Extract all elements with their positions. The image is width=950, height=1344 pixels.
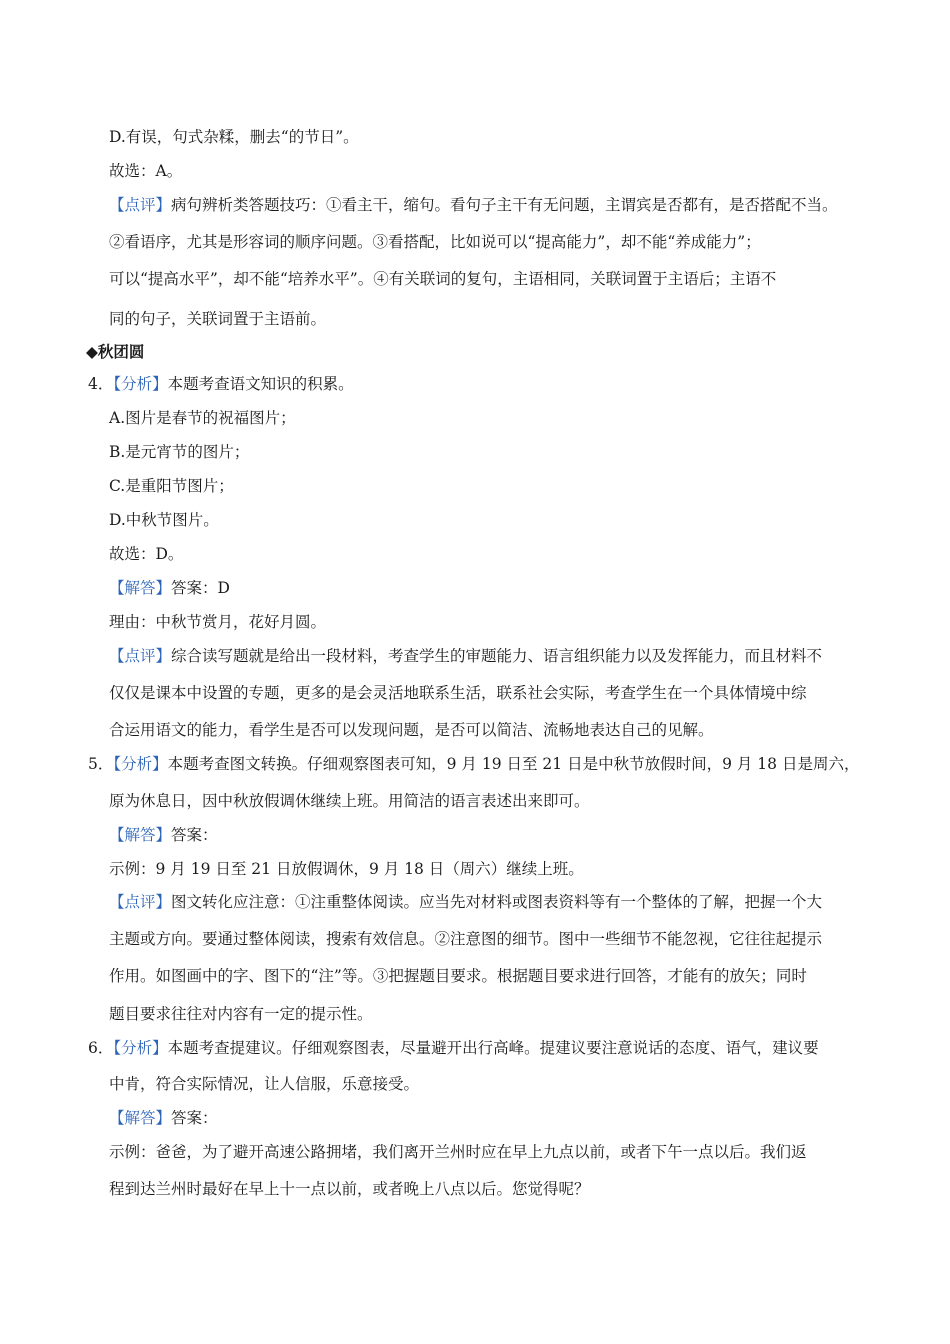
q4-review-line-2: 仅仅是课本中设置的专题，更多的是会灵活地联系生活，联系社会实际，考查学生在一个具体情境中综: [109, 684, 807, 702]
solution-tag: 【解答】: [109, 579, 172, 597]
review-tag: 【点评】: [109, 893, 172, 911]
q5-review-text-1: 图文转化应注意：①注重整体阅读。应当先对材料或图表资料等有一个整体的了解，把握一个大: [171, 893, 823, 911]
q4-option-c: C.是重阳节图片；: [109, 477, 234, 495]
review-tag: 【点评】: [109, 196, 172, 214]
q5-review-line-4: 题目要求往往对内容有一定的提示性。: [109, 1005, 373, 1023]
solution-tag: 【解答】: [109, 826, 172, 844]
q6-example-line-2: 程到达兰州时最好在早上十一点以前，或者晚上八点以后。您觉得呢？: [109, 1180, 590, 1198]
question-number: 6．: [88, 1039, 114, 1057]
analysis-tag: 【分析】: [113, 1039, 168, 1057]
q5-solution-line: [109, 824, 218, 846]
section-heading: ◆秋团圆: [86, 342, 145, 361]
q5-analysis-text-1: 本题考查图文转换。仔细观察图表可知，9 月 19 日至 21 日是中秋节放假时间，9 月 18 日是周六，: [167, 755, 860, 773]
review-tag: 【点评】: [109, 647, 172, 665]
q4-reason: 理由：中秋节赏月，花好月圆。: [109, 613, 327, 631]
q6-analysis-text-1: 本题考查提建议。仔细观察图表，尽量避开出行高峰。提建议要注意说话的态度、语气，建议要: [167, 1039, 819, 1057]
q5-review-line-1: [109, 891, 822, 913]
analysis-tag: 【分析】: [113, 755, 168, 773]
q3-answer: 故选：A。: [109, 162, 183, 180]
q5-review-line-2: 主题或方向。要通过整体阅读，搜索有效信息。②注意图的细节。图中一些细节不能忽视，它往往起提示: [109, 930, 823, 948]
q5-example: 示例：9 月 19 日至 21 日放假调休，9 月 18 日（周六）继续上班。: [109, 860, 584, 878]
q3-review-line-2: ②看语序，尤其是形容词的顺序问题。③看搭配，比如说可以“提高能力”，却不能“养成能力”；: [109, 233, 761, 251]
q4-analysis-text: 本题考查语文知识的积累。: [167, 375, 354, 393]
q5-solution-text: 答案：: [171, 826, 218, 844]
q4-answer: 故选：D。: [109, 545, 184, 563]
q3-review-text-1: 病句辨析类答题技巧：①看主干，缩句。看句子主干有无问题，主谓宾是否都有，是否搭配不当。: [171, 196, 838, 214]
analysis-tag: 【分析】: [113, 375, 168, 393]
q4-option-d: D.中秋节图片。: [109, 511, 219, 529]
q5-analysis-line-2: 原为休息日，因中秋放假调休继续上班。用简洁的语言表述出来即可。: [109, 792, 590, 810]
solution-tag: 【解答】: [109, 1109, 172, 1127]
question-number: 5．: [88, 755, 114, 773]
q4-review-line-1: [109, 645, 822, 667]
question-number: 4．: [88, 375, 114, 393]
q5-analysis-line-1: [88, 753, 859, 775]
q4-option-b: B.是元宵节的图片；: [109, 443, 250, 461]
q6-example-line-1: 示例：爸爸，为了避开高速公路拥堵，我们离开兰州时应在早上九点以前，或者下午一点以后。我们返: [109, 1143, 807, 1161]
q5-review-line-3: 作用。如图画中的字、图下的“注”等。③把握题目要求。根据题目要求进行回答，才能有的放矢；同时: [109, 967, 807, 985]
q4-analysis-line: [88, 373, 354, 395]
q6-analysis-line-2: 中肯，符合实际情况，让人信服，乐意接受。: [109, 1075, 420, 1093]
q6-solution-text: 答案：: [171, 1109, 218, 1127]
q6-analysis-line-1: [88, 1037, 819, 1059]
q3-review-line-3: 可以“提高水平”，却不能“培养水平”。④有关联词的复句，主语相同，关联词置于主语后；主语不: [109, 270, 777, 288]
q4-solution-line: [109, 577, 230, 599]
q6-solution-line: [109, 1107, 218, 1129]
q3-option-d: D.有误，句式杂糅，删去“的节日”。: [109, 128, 359, 146]
q3-review-line-1: [109, 194, 838, 216]
q4-review-text-1: 综合读写题就是给出一段材料，考查学生的审题能力、语言组织能力以及发挥能力，而且材料不: [171, 647, 823, 665]
q4-option-a: A.图片是春节的祝福图片；: [109, 409, 296, 427]
q4-review-line-3: 合运用语文的能力，看学生是否可以发现问题，是否可以简洁、流畅地表达自己的见解。: [109, 721, 714, 739]
q3-review-line-4: 同的句子，关联词置于主语前。: [109, 310, 327, 328]
q4-solution-text: 答案：D: [171, 579, 230, 597]
